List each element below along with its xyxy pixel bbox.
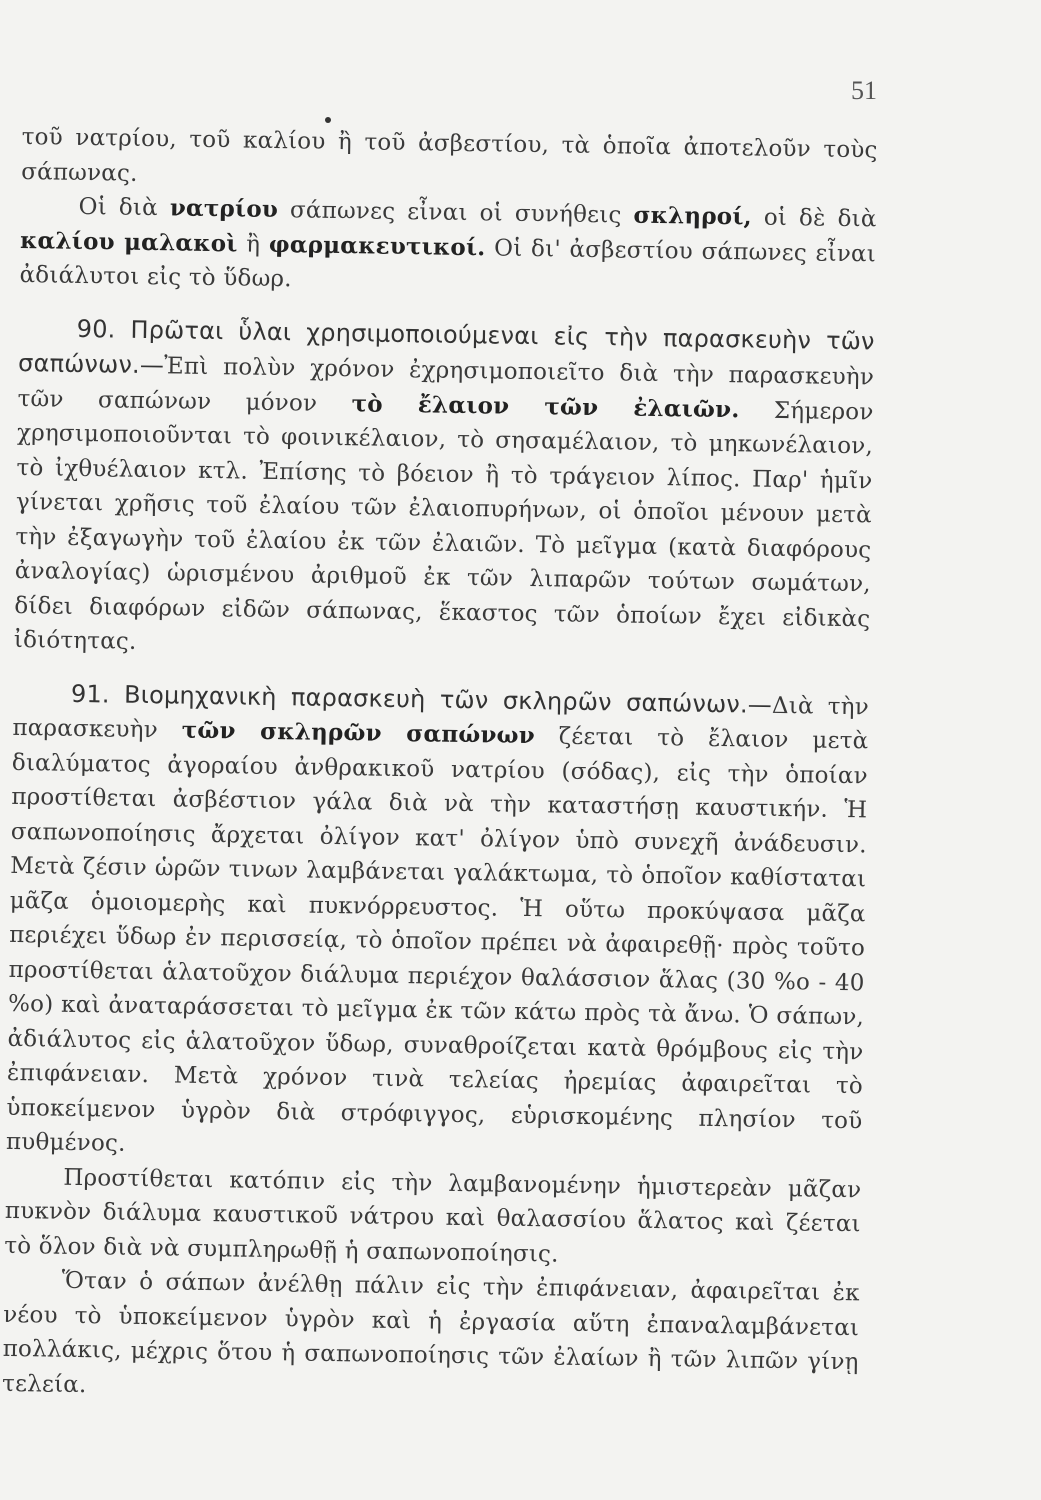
section-number: 90.	[76, 314, 116, 343]
section-heading: Πρῶται ὗλαι χρησιμοποιούμεναι εἰς τὴν παρασκευὴν τῶν σαπώνων.—	[17, 314, 875, 380]
bold-term: σκληροί,	[633, 201, 753, 231]
bold-term: καλίου μαλακοὶ	[19, 226, 238, 257]
bold-term: νατρίου	[169, 194, 279, 224]
section-heading: Βιομηχανικὴ παρασκευὴ τῶν σκληρῶν σαπώνων.—	[109, 679, 773, 719]
paragraph-repeat: Ὅταν ὁ σάπων ἀνέλθῃ πάλιν εἰς τὴν ἐπιφάνειαν, ἀφαιρεῖται ἐκ νέου τὸ ὑποκείμενον ὑγρὸν καὶ ἡ ἐργασία αὕτη ἐπαναλαμβάνεται πολλάκις, μέχρις ὅτου ἡ σαπωνοποίησις τῶν ἐλαίων ἢ τῶν λιπῶν γίνῃ τελεία.	[1, 1267, 860, 1398]
page-number: 51	[851, 76, 877, 105]
ink-dot	[325, 117, 331, 123]
bold-term: τὸ ἔλαιον τῶν ἐλαιῶν.	[351, 389, 740, 423]
section-number: 91.	[70, 679, 110, 708]
section-90: 90. Πρῶται ὗλαι χρησιμοποιούμεναι εἰς τὴν παρασκευὴν τῶν σαπώνων.—Ἐπὶ πολὺν χρόνον ἐχρησιμοποιεῖτο διὰ τὴν παρασκευὴν τῶν σαπώνων μόνον τὸ ἔλαιον τῶν ἐλαιῶν. Σήμερον χρησιμοποιοῦνται τὸ φοινικέλαιον, τὸ σησαμέλαιον, τὸ μηκωνέλαιον, τὸ ἰχθυέλαιον κτλ. Ἐπίσης τὸ βόειον ἢ τὸ τράγειον λίπος. Παρ' ἡμῖν γίνεται χρῆσις τοῦ ἐλαίου τῶν ἐλαιοπυρήνων, οἱ ὁποῖοι μένουν μετὰ τὴν ἐξαγωγὴν τοῦ ἐλαίου ἐκ τῶν ἐλαιῶν. Τὸ μεῖγμα (κατὰ διαφόρους ἀναλογίας) ὡρισμένου ἀριθμοῦ ἐκ τῶν λιπαρῶν τούτων σωμάτων, δίδει διαφόρων εἰδῶν σάπωνας, ἕκαστος τῶν ὁποίων ἔχει εἰδικὰς ἰδιότητας.	[13, 314, 875, 655]
paragraph-soap-types: Οἱ διὰ νατρίου σάπωνες εἶναι οἱ συνήθεις σκληροί, οἱ δὲ διὰ καλίου μαλακοὶ ἢ φαρμακευτικοί. Οἱ δι' ἀσβεστίου σάπωνες εἶναι ἀδιάλυτοι εἰς τὸ ὕδωρ.	[19, 193, 877, 293]
body-text	[2, 120, 878, 1414]
paragraph-continuation: τοῦ νατρίου, τοῦ καλίου ἢ τοῦ ἀσβεστίου, τὰ ὁποῖα ἀποτελοῦν τοὺς σάπωνας.	[20, 123, 878, 187]
bold-term: τῶν σκληρῶν σαπώνων	[181, 716, 536, 750]
paragraph-add-caustic: Προστίθεται κατόπιν εἰς τὴν λαμβανομένην ἡμιστερεὰν μᾶζαν πυκνὸν διάλυμα καυστικοῦ νάτρου καὶ θαλασσίου ἅλατος καὶ ζέεται τὸ ὅλον διὰ νὰ συμπληρωθῇ ἡ σαπωνοποίησις.	[4, 1164, 862, 1268]
bold-term: φαρμακευτικοί.	[268, 230, 486, 261]
section-91: 91. Βιομηχανικὴ παρασκευὴ τῶν σκληρῶν σαπώνων.—Διὰ τὴν παρασκευὴν τῶν σκληρῶν σαπώνων ζέεται τὸ ἔλαιον μετὰ διαλύματος ἀγοραίου ἀνθρακικοῦ νατρίου (σόδας), εἰς τὴν ὁποίαν προστίθεται ἀσβέστιον γάλα διὰ νὰ τὴν καταστήσῃ καυστικήν. Ἡ σαπωνοποίησις ἄρχεται ὀλίγον κατ' ὀλίγον ὑπὸ συνεχῆ ἀνάδευσιν. Μετὰ ζέσιν ὡρῶν τινων λαμβάνεται γαλάκτωμα, τὸ ὁποῖον καθίσταται μᾶζα ὁμοιομερὴς καὶ πυκνόρρευστος. Ἡ οὕτω προκύψασα μᾶζα περιέχει ὕδωρ ἐν περισσείᾳ, τὸ ὁποῖον πρέπει νὰ ἀφαιρεθῇ· πρὸς τοῦτο προστίθεται ἁλατοῦχον διάλυμα περιέχον θαλάσσιον ἅλας (30 %ο - 40 %ο) καὶ ἀναταράσσεται τὸ μεῖγμα ἐκ τῶν κάτω πρὸς τὰ ἄνω. Ὁ σάπων, ἀδιάλυτος εἰς ἁλατοῦχον ὕδωρ, συναθροίζεται κατὰ θρόμβους εἰς τὴν ἐπιφάνειαν. Μετὰ χρόνον τινὰ τελείας ἠρεμίας ἀφαιρεῖται τὸ ὑποκείμενον ὑγρὸν διὰ στρόφιγγος, εὑρισκομένης πλησίον τοῦ πυθμένος.	[5, 679, 870, 1157]
